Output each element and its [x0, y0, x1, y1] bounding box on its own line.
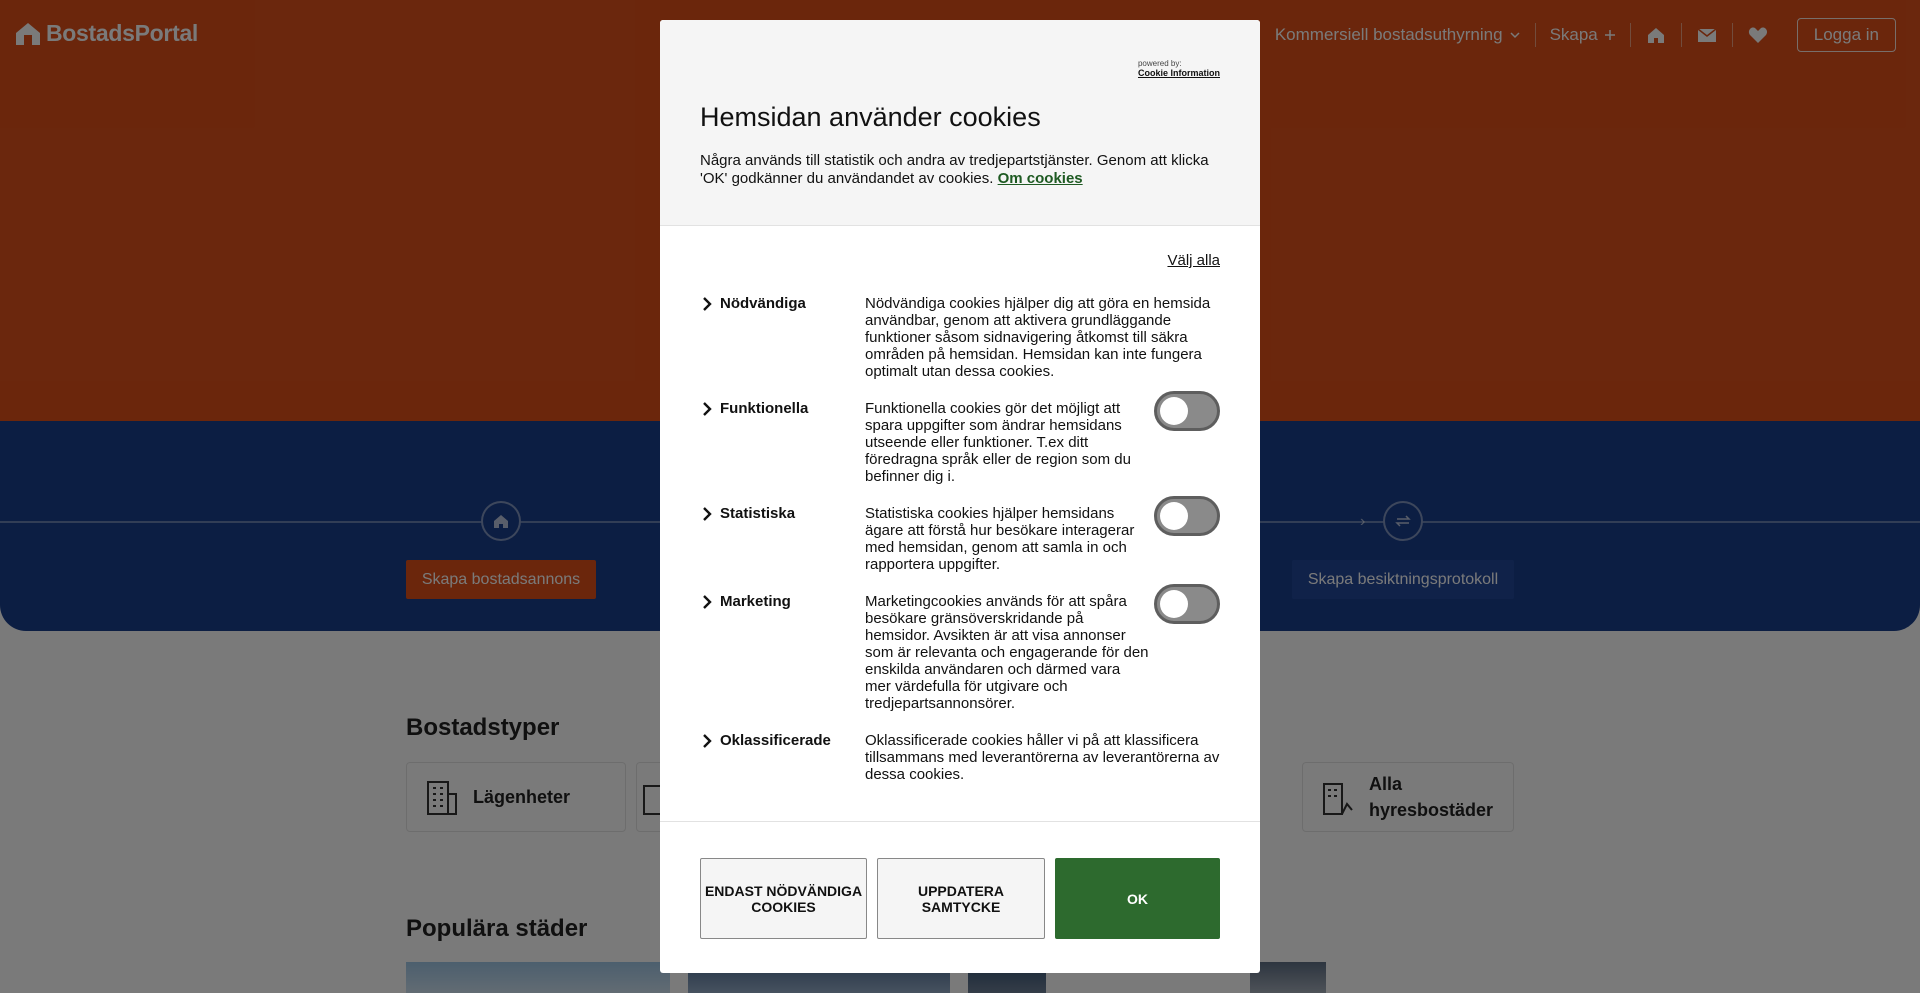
select-all-link[interactable]: Välj alla — [1167, 252, 1220, 269]
cookie-dialog-footer — [660, 821, 1260, 973]
category-toggle-expand[interactable] — [700, 295, 806, 312]
category-toggle-expand[interactable] — [700, 732, 831, 749]
cookie-consent-dialog — [660, 20, 1260, 973]
marketing-consent-toggle[interactable] — [1154, 584, 1220, 624]
cookie-dialog-intro — [700, 152, 1220, 188]
powered-by-badge[interactable] — [1138, 60, 1220, 79]
category-name: Funktionella — [720, 400, 809, 417]
necessary-only-button[interactable]: ENDAST NÖDVÄNDIGA COOKIES — [700, 858, 867, 939]
ok-button[interactable]: OK — [1055, 858, 1220, 939]
category-toggle-expand[interactable] — [700, 505, 795, 522]
toggle-knob — [1160, 397, 1188, 425]
chevron-right-icon — [700, 297, 714, 311]
cookie-dialog-title: Hemsidan använder cookies — [700, 102, 1041, 132]
category-description: Statistiska cookies hjälper hemsidans ägare att förstå hur besökare interagerar med hemsidan, genom att samla in och rapportera uppgifter. — [865, 505, 1135, 573]
chevron-right-icon — [700, 595, 714, 609]
category-description: Oklassificerade cookies håller vi på att klassificera tillsammans med leverantörerna av leverantörerna av dessa cookies. — [865, 732, 1220, 783]
chevron-right-icon — [700, 734, 714, 748]
update-consent-button[interactable]: UPPDATERA SAMTYCKE — [877, 858, 1045, 939]
powered-by-label: powered by: — [1137, 59, 1182, 68]
toggle-knob — [1160, 590, 1188, 618]
functional-consent-toggle[interactable] — [1154, 391, 1220, 431]
statistics-consent-toggle[interactable] — [1154, 496, 1220, 536]
intro-text: Några används till statistik och andra av tredjepartstjänster. Genom att klicka 'OK' godkänner du användandet av cookies. — [700, 152, 1209, 187]
category-description: Marketingcookies används för att spåra besökare gränsöverskridande på hemsidor. Avsikten är att visa annonser som är relevanta och engagerande för den enskilda användaren och därmed vara mer värdefulla för utgivare och tredjepartsannonsörer. — [865, 593, 1149, 712]
toggle-knob — [1160, 502, 1188, 530]
powered-by-link[interactable]: Cookie Information — [1137, 67, 1220, 78]
cookie-dialog-header — [660, 20, 1260, 226]
category-description: Nödvändiga cookies hjälper dig att göra en hemsida användbar, genom att aktivera grundläggande funktioner såsom sidnavigering åtkomst till säkra områden på hemsidan. Hemsidan kan inte fungera optimalt utan dessa cookies. — [865, 295, 1211, 380]
category-name: Statistiska — [720, 505, 796, 522]
chevron-right-icon — [700, 402, 714, 416]
category-description: Funktionella cookies gör det möjligt att spara uppgifter som ändrar hemsidans utseende eller funktioner. T.ex ditt föredragna språk eller de region som du befinner dig i. — [865, 400, 1131, 485]
about-cookies-link[interactable]: Om cookies — [997, 170, 1083, 187]
category-toggle-expand[interactable] — [700, 400, 808, 417]
chevron-right-icon — [700, 507, 714, 521]
category-name: Oklassificerade — [720, 732, 831, 749]
category-name: Marketing — [720, 593, 791, 610]
category-name: Nödvändiga — [720, 295, 806, 312]
category-toggle-expand[interactable] — [700, 593, 791, 610]
